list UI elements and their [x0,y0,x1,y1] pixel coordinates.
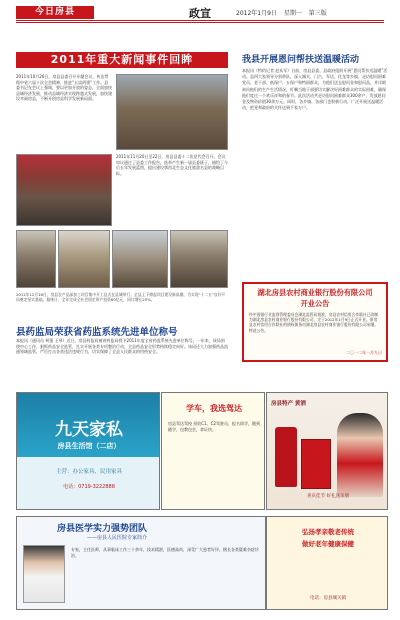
wine-box [301,439,331,489]
driving-school-body: 房县驾达驾校 招收C1、C2驾驶员，报名即学，随到随学，包教包会，拿证快。 [168,421,260,432]
elder-care-subtitle: 做好老年健康保健 [302,540,354,548]
notice-body: 经中国银行业监督管理委员会湖北监管局批准，房县农村信用合作联社已改制为湖北房县农村商业银行股份有限公司，定于2012年1月9日正式开业。原房县农村信用合作联社的债权债务由湖北房县农村商业银行股份有限公司承继。特此公告。 [249,312,379,333]
doctor-photo [23,545,65,603]
news-photo-meeting [116,74,228,150]
article-paragraph-1: 2011年10月26日，房县县委召开专题会议，传达贯彻中省六届十次全会精神，推进“五谈两建”工作。县委书记在会议上强调，要以更加开放的姿态，全面加快县域经济发展，推动县域经济实现跨越式发展，加快建设幸福房县，不断开创房县科学发展新局面。 [16,74,112,102]
hospital-title: 房县医学实力强势团队 [57,524,148,534]
furniture-store: 房县生活馆（二店） [57,442,121,450]
wine-model [337,413,383,497]
furniture-slogan: 主营：办公家具、民用家具 [55,469,122,475]
notice-title: 湖北房县农村商业银行股份有限公司 [257,288,373,297]
doctor-bio: 专家，主任医师，从事临床工作三十余年，技术精湛，医德高尚，深受广大患者好评。擅长各类疑难杂症诊治。 [71,547,259,558]
section-title: 政宣 [189,7,211,20]
header-rule [16,20,384,21]
visit-article-body: 本报讯（特约记者 赵从军）日前，房县县委、县政府组织开展“恩问帮扶送温暖”活动。县四大家领导分别带队，深入城关、门古、军店、化龙等乡镇，走访慰问困难党员、老干部、低保户、五保户和特困群众，为他们送去慰问金和慰问品，并详细询问他们的生产生活情况，叮嘱当地干部要切实解决好困难群众的实际困难，确保他们度过一个欢乐祥和的春节。此次活动共走访慰问困难群众300余户，发放慰问金及物资价值30余万元。同时，各乡镇、各部门也积极行动，广泛开展送温暖活动，把党和政府的关怀送到千家万户。 [242,68,388,111]
news-photo-site [112,230,168,288]
furniture-brand: 九天家私 [55,420,123,440]
dateline [236,8,327,17]
wine-title: 房县特产 黄酒 [271,401,306,407]
visit-headline: 我县开展恩问帮扶送温暖活动 [242,55,360,65]
page-header [0,0,400,44]
hospital-subtitle: ——房县人民医院专家简介 [87,535,148,541]
furniture-phone: 电话：0719-3222888 [63,484,115,490]
header-rule-2 [16,22,384,23]
bank-opening-notice [242,282,388,362]
wine-bottle [275,427,297,487]
article-paragraph-2: 2011年11月20日至22日，房县县委十二次党代会召开。会议审议通过了县委工作报告，选举产生新一届县委班子，描绘了今后五年发展蓝图，提出建设鄂西北生态文化旅游名县的战略目标。 [116,154,228,176]
issue-weekday: 星期一 [283,10,302,17]
furniture-advert [16,392,160,510]
notice-date: 二〇一二年一月九日 [346,350,382,355]
year-review-banner: 2011年重大新闻事件回眸 [16,52,228,68]
elder-care-title: 弘扬孝亲敬老传统 [302,528,354,536]
masthead: 今日房县 [16,6,94,19]
driving-school-title: 学车，我选驾达 [186,404,242,413]
news-photo-project [170,230,228,288]
hospital-advert [16,516,266,610]
news-photo-congress [16,154,112,226]
award-headline: 县药监局荣获省药监系统先进单位称号 [16,327,178,338]
photo-caption: 2011年12月16日，房县农产品深加工项目集中开工仪式在县城举行。全县上下掀起项目建设新高潮，为实现“十二五”良好开局奠定坚实基础。据统计，全年完成全社会固定资产投资60亿元，同比增长25%。 [16,292,226,302]
notice-subtitle: 开业公告 [300,299,330,308]
page-number: 第三版 [308,10,327,17]
wine-advert [266,392,388,510]
elder-care-footer: 电话：房县城关镇 [310,596,346,601]
issue-date: 2012年1月9日 [236,10,277,17]
driving-school-advert [161,392,265,510]
news-photo-visit [16,230,56,288]
wine-subtitle: 喜庆佳节 好礼送亲朋 [307,494,349,499]
elder-care-advert [266,516,388,610]
award-article-body: 本报讯（通讯员 柯强 王琴）近日，房县药监局被省药监局授予2011年度全省药监系统先进单位称号。一年来，该局围绕中心工作，狠抓药品安全监管，扎实开展各类专项整治行动，全县药品安全形势持续稳定向好。该局还大力加强药品流通领域监管，严厉打击各类违法违规行为，切实保障了全县人民群众的用药安全。 [16,338,228,355]
news-photo-planting [58,230,110,288]
